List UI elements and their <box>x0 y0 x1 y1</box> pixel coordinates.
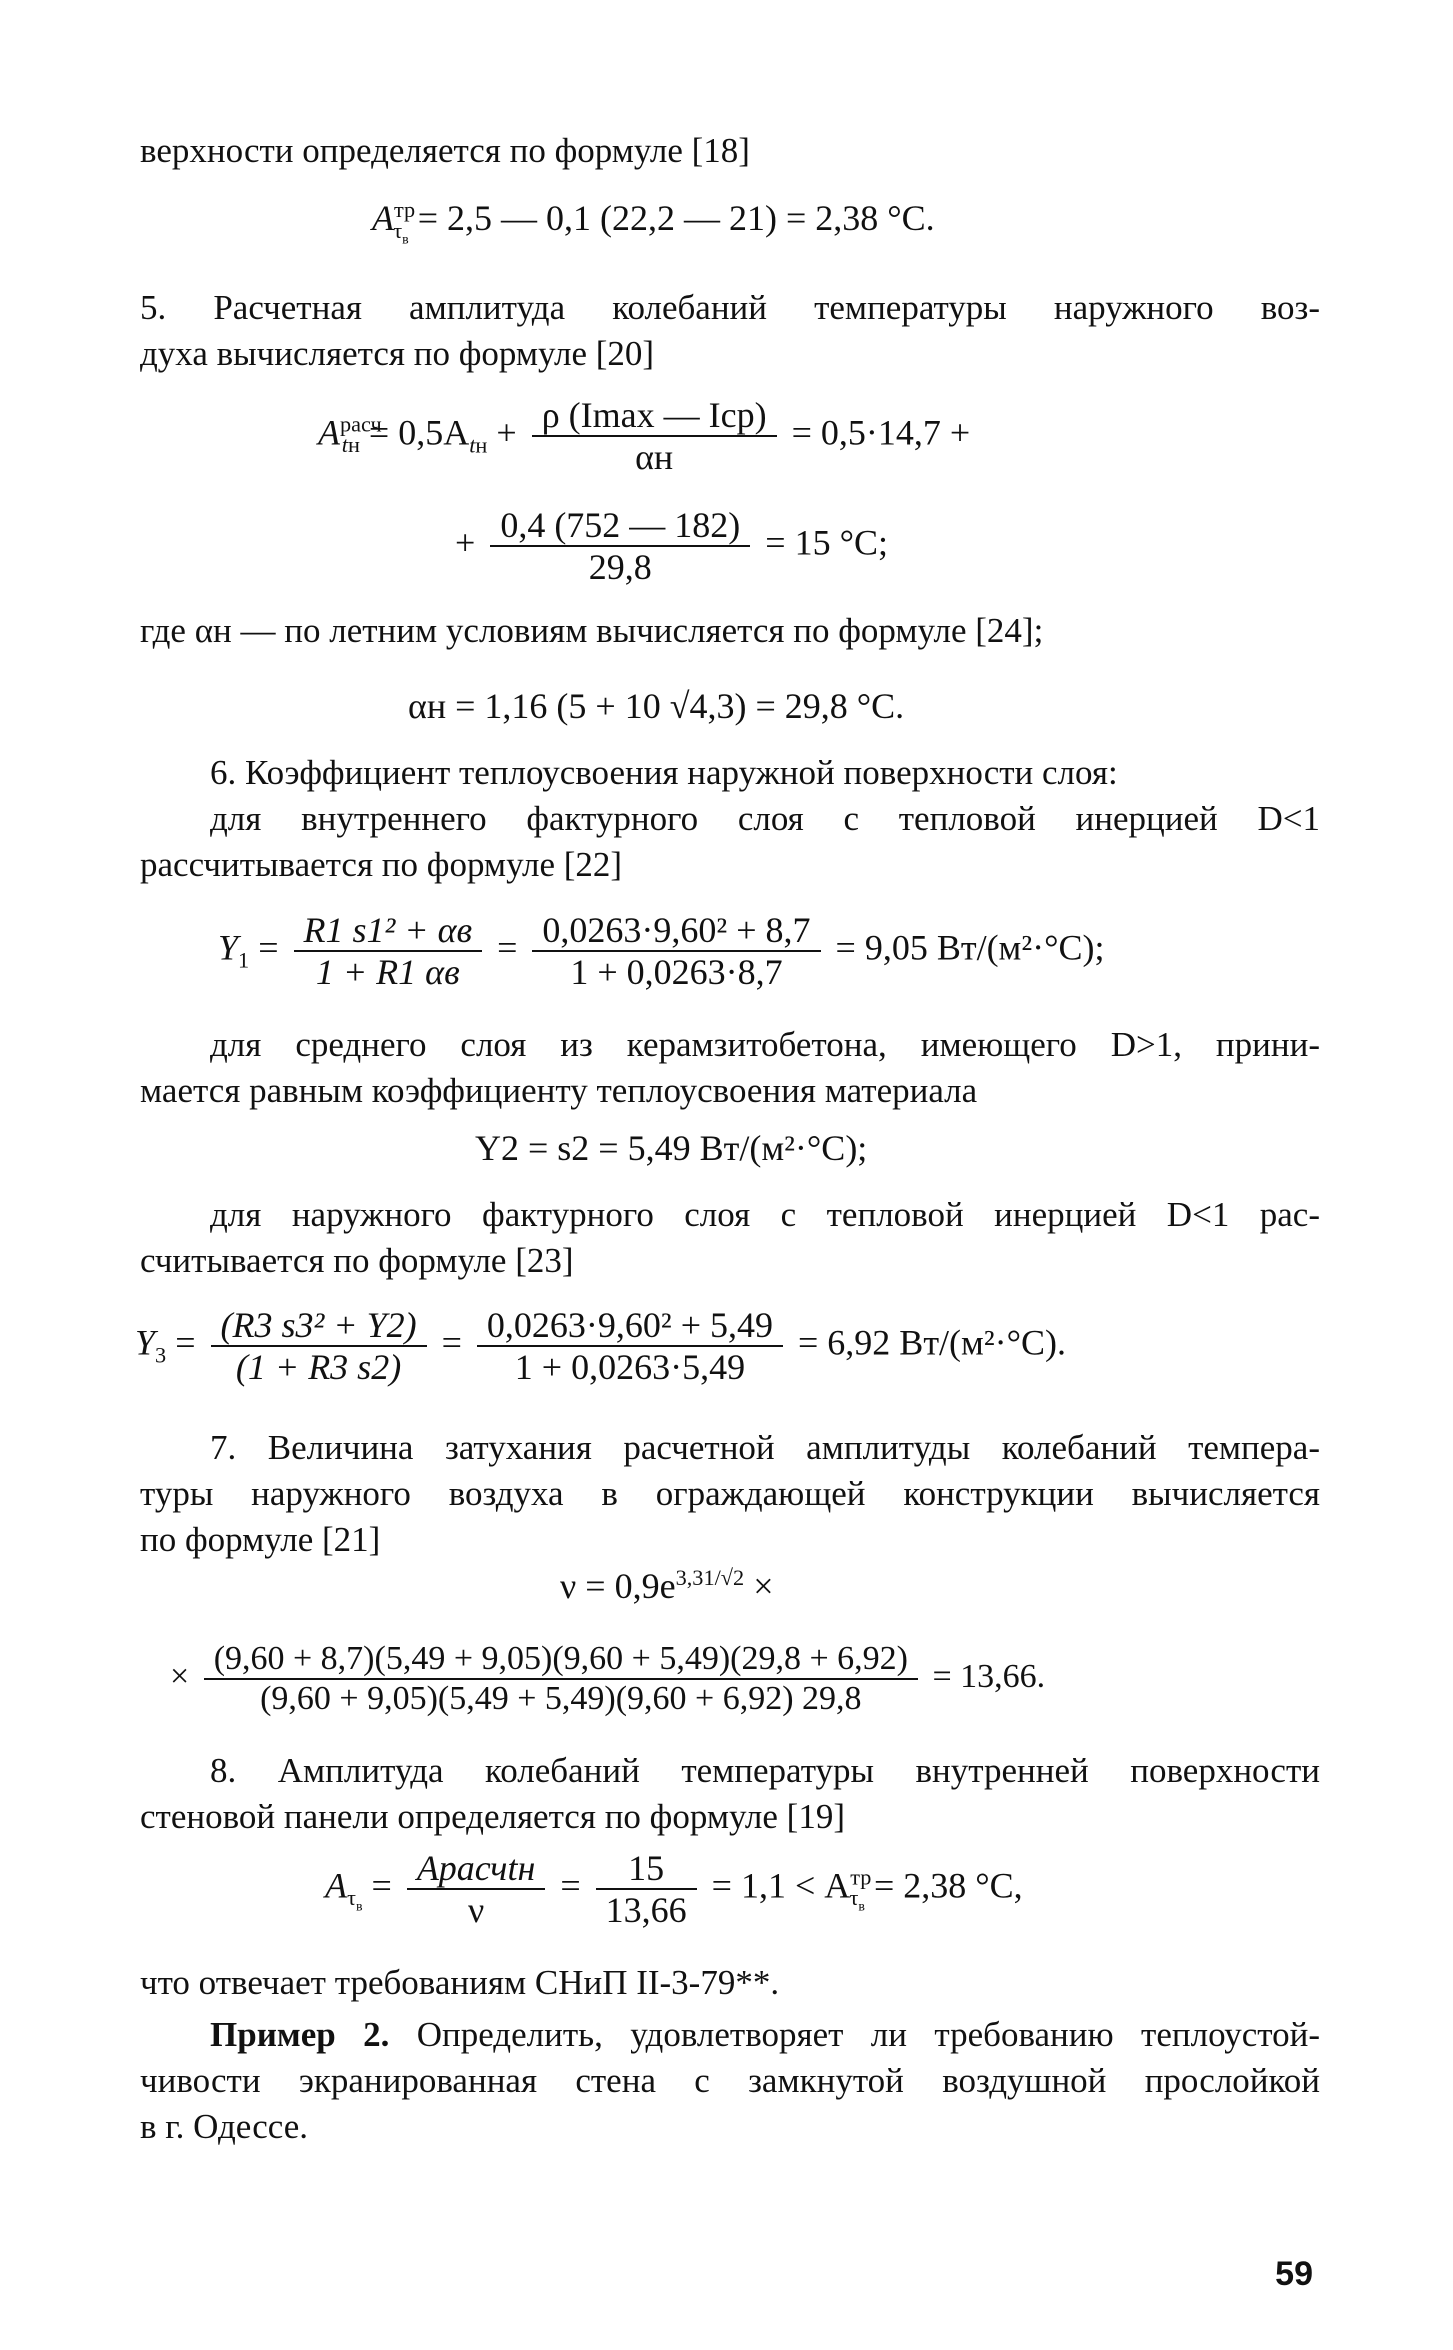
formula-text: × <box>753 1566 774 1606</box>
fraction-numerator: 0,0263·9,60² + 5,49 <box>477 1305 783 1347</box>
formula-inner-amplitude: $A_{\tau_в}$ = $\frac{\text{Aрасчtн}}{\nu}$ = $\frac{15}{13,66}$ = $1,1 < A^{тр}_{\tau_в} = 2,38$ °С, <box>325 1848 1023 1930</box>
paragraph-line: 7. Величина затухания расчетной амплитуды колебаний темпера- <box>210 1428 1320 1467</box>
paragraph-text: Определить, удовлетворяет ли требованию теплоустой- <box>389 2015 1320 2054</box>
paragraph-line-example <box>210 2012 1320 2058</box>
fraction <box>407 1848 546 1930</box>
paragraph-line: стеновой панели определяется по формуле [19] <box>140 1797 845 1836</box>
paragraph-line: 5. Расчетная амплитуда колебаний температуры наружного воз- <box>140 288 1320 327</box>
paragraph-line: для внутреннего фактурного слоя с тепловой инерцией D<1 <box>210 799 1320 838</box>
fraction-numerator: (R3 s3² + Y2) <box>211 1305 427 1347</box>
paragraph-line: мается равным коэффициенту теплоусвоения материала <box>140 1071 978 1110</box>
fraction-numerator: 0,4 (752 — 182) <box>490 505 750 547</box>
fraction-numerator: Aрасчtн <box>407 1848 546 1890</box>
formula-design-amplitude-cont: + $\frac{0,4 (752 — 182)}{29,8}$ = 15 °С; <box>455 505 889 587</box>
formula-text: = 6,92 Вт/(м²·°С). <box>798 1322 1066 1363</box>
fraction <box>211 1305 427 1387</box>
fraction-denominator: 1 + R1 αв <box>315 952 460 992</box>
fraction <box>477 1305 783 1387</box>
paragraph-line: в г. Одессе. <box>140 2107 308 2146</box>
example-heading: Пример 2. <box>210 2015 390 2054</box>
fraction <box>294 910 483 992</box>
formula-text: = 13,66. <box>932 1657 1046 1695</box>
paragraph-line: туры наружного воздуха в ограждающей конструкции вычисляется <box>140 1474 1320 1513</box>
formula-text: = 1,1 < A <box>711 1865 851 1906</box>
formula-text: = 9,05 Вт/(м²·°С); <box>835 927 1105 968</box>
fraction-denominator: 13,66 <box>605 1890 687 1930</box>
formula-text: ν = 0,9e <box>560 1566 676 1606</box>
paragraph-line: по формуле [21] <box>140 1520 381 1559</box>
formula-exponent: 3,31/√2 <box>675 1565 745 1590</box>
fraction-numerator: ρ (Imax — Iср) <box>532 395 777 437</box>
formula-text: = 15 °С; <box>765 522 889 563</box>
formula-design-amplitude: $A^{расч}_{tн} = 0,5A_{tн}$ + $\frac{\text{ρ (Imax — Iср)}}{\alpha н}$ = 0,5·14,7 + <box>318 395 971 477</box>
fraction <box>596 1848 697 1930</box>
fraction <box>532 910 820 992</box>
fraction-denominator: αн <box>635 437 674 477</box>
paragraph-line: духа вычисляется по формуле [20] <box>140 334 655 373</box>
paragraph-line: где αн — по летним условиям вычисляется по формуле [24]; <box>140 611 1044 650</box>
fraction-denominator: 29,8 <box>588 547 652 587</box>
formula-alpha: αн = 1,16 (5 + 10 √4,3) = 29,8 °С. <box>408 686 905 726</box>
formula-text: = 2,38 °С, <box>873 1865 1023 1906</box>
fraction-denominator: (9,60 + 9,05)(5,49 + 5,49)(9,60 + 6,92) 29,8 <box>260 1680 862 1717</box>
paragraph-line: считывается по формуле [23] <box>140 1241 574 1280</box>
paragraph-line: чивости экранированная стена с замкнутой воздушной прослойкой <box>140 2061 1320 2100</box>
fraction-denominator: 1 + 0,0263·5,49 <box>514 1347 746 1387</box>
fraction <box>204 1640 918 1718</box>
fraction-numerator: 0,0263·9,60² + 8,7 <box>532 910 820 952</box>
fraction <box>532 395 777 477</box>
paragraph-line: рассчитывается по формуле [22] <box>140 845 623 884</box>
fraction-denominator: 1 + 0,0263·8,7 <box>570 952 783 992</box>
fraction-denominator: (1 + R3 s2) <box>235 1347 402 1387</box>
paragraph-line: для среднего слоя из керамзитобетона, имеющего D>1, прини- <box>210 1025 1320 1064</box>
page-number: 59 <box>1275 2255 1313 2293</box>
paragraph-line: верхности определяется по формуле [18] <box>140 131 750 170</box>
fraction-numerator: R1 s1² + αв <box>294 910 483 952</box>
formula-amplitude-required: $A^{тр}_{\tau_в} = 2,5$ — 0,1 (22,2 — 21) = 2,38 °С. <box>372 197 935 247</box>
fraction-denominator: ν <box>467 1890 485 1930</box>
paragraph-line: 6. Коэффициент теплоусвоения наружной поверхности слоя: <box>210 753 1118 792</box>
formula-y1: $Y_1$ = $\frac{\text{R1 s1² + αв}}{1 + R1 \alpha в}$ = $\frac{\text{0,0263·9,60² + 8,7}}{1 + 0,0263\cdot 8,7}$ = 9,05 Вт/(м²·°С); <box>218 910 1105 992</box>
paragraph-line: 8. Амплитуда колебаний температуры внутренней поверхности <box>210 1751 1320 1790</box>
paragraph-line: что отвечает требованиям СНиП II-3-79**. <box>140 1963 780 2002</box>
fraction-numerator: (9,60 + 8,7)(5,49 + 9,05)(9,60 + 5,49)(29,8 + 6,92) <box>204 1640 918 1680</box>
formula-text: = 0,5A <box>368 412 470 453</box>
fraction <box>490 505 750 587</box>
formula-damping-cont: × $\frac{(9,60 + 8,7)(5,49 + 9,05)(9,60 + 5,49)(29,8 + 6,92)}{(9,60 + 9,05)(5,49 + 5,49)(9,60 + 6,92) 29,8}$ = 13,66. <box>170 1640 1046 1717</box>
formula-y3: $Y_3$ = $\frac{\text{(R3 s3² + Y2)}}{(1 + R3 s2)}$ = $\frac{\text{0,0263·9,60² + 5,49}}{1 + 0,0263\cdot 5,49}$ = 6,92 Вт/(м²·°С). <box>135 1305 1066 1387</box>
formula-text: = 2,5 — 0,1 (22,2 — 21) = 2,38 °С. <box>417 198 935 238</box>
fraction-numerator: 15 <box>596 1848 697 1890</box>
formula-text: = 0,5·14,7 + <box>791 412 971 453</box>
paragraph-line: для наружного фактурного слоя с тепловой инерцией D<1 рас- <box>210 1195 1320 1234</box>
formula-y2: Y2 = s2 = 5,49 Вт/(м²·°С); <box>475 1128 868 1168</box>
formula-damping <box>560 1565 774 1606</box>
